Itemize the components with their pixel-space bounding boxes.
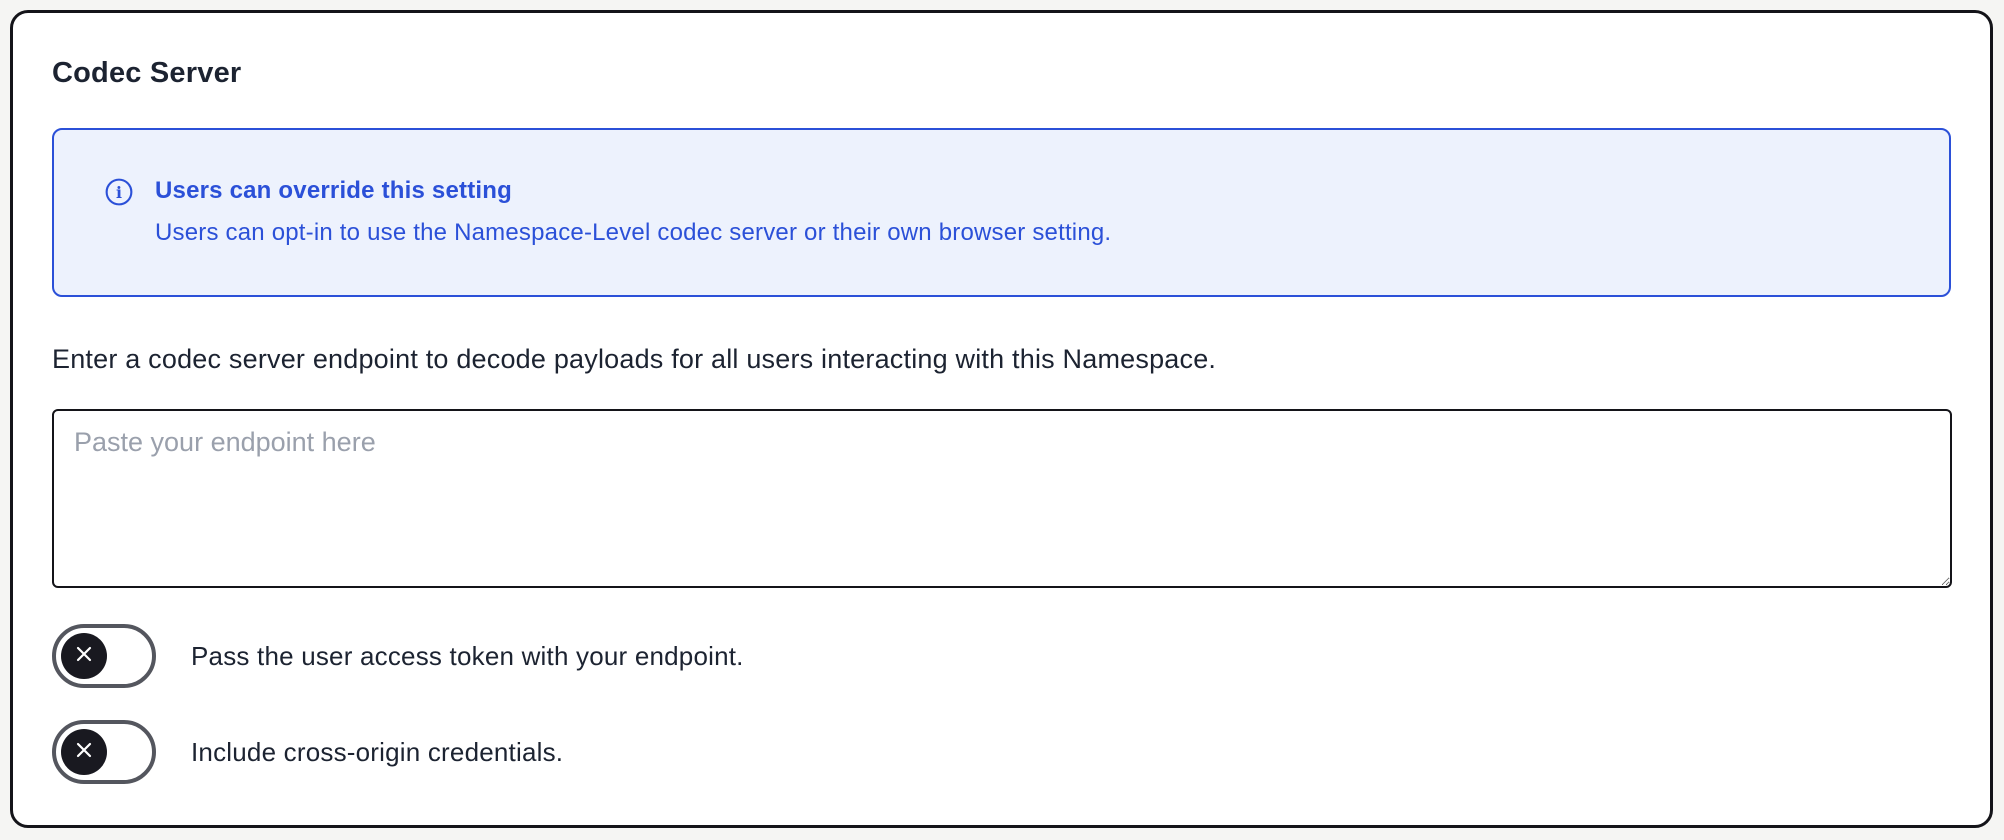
- toggle-row-access-token: [52, 624, 1951, 688]
- toggle-label-access-token: Pass the user access token with your endpoint.: [191, 640, 744, 671]
- info-banner-text: [155, 176, 1111, 248]
- toggle-row-cross-origin: [52, 720, 1951, 784]
- endpoint-description: Enter a codec server endpoint to decode payloads for all users interacting with this Namespace.: [52, 344, 1217, 374]
- toggle-access-token[interactable]: [52, 624, 156, 688]
- info-banner: [52, 128, 1951, 297]
- info-circle-icon: [105, 178, 133, 206]
- toggle-knob: [61, 633, 107, 679]
- x-icon: [72, 642, 96, 671]
- codec-server-card: [10, 10, 1993, 828]
- page-title: Codec Server: [52, 57, 242, 89]
- toggle-cross-origin[interactable]: [52, 720, 156, 784]
- info-banner-title: Users can override this setting: [155, 177, 512, 204]
- x-icon: [72, 738, 96, 767]
- svg-text:i: i: [116, 182, 122, 202]
- toggle-label-cross-origin: Include cross-origin credentials.: [191, 736, 564, 767]
- toggle-knob: [61, 729, 107, 775]
- endpoint-input[interactable]: [52, 409, 1952, 588]
- info-banner-body: Users can opt-in to use the Namespace-Level codec server or their own browser setting.: [155, 219, 1112, 246]
